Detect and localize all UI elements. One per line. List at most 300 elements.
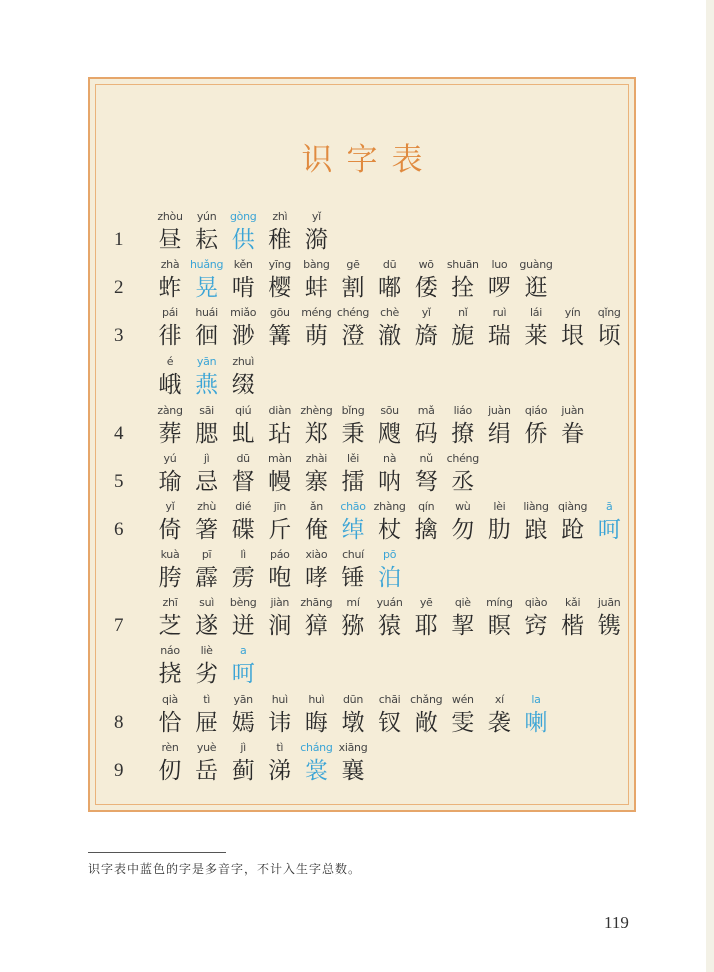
character-cell: [481, 403, 517, 449]
row-number: 1: [114, 229, 124, 250]
character-cell: [518, 257, 554, 303]
character-cell: [298, 547, 334, 593]
pinyin: chǎng: [410, 693, 443, 706]
pinyin: rèn: [161, 741, 179, 754]
row-number: 7: [114, 615, 124, 636]
character-cell: [445, 692, 481, 738]
hanzi: 仞: [158, 758, 182, 784]
hanzi: 莱: [524, 323, 548, 349]
hanzi: 迸: [231, 613, 255, 639]
character-cell: [189, 740, 225, 786]
hanzi: 澈: [378, 323, 402, 349]
pinyin: míng: [486, 596, 513, 609]
hanzi: 喇: [524, 710, 548, 736]
character-cell: [518, 595, 554, 641]
polyphonic-character: [225, 643, 261, 689]
character-cell: [445, 305, 481, 351]
pinyin: pō: [383, 548, 397, 561]
pinyin: yuè: [196, 741, 217, 754]
character-cell: [445, 257, 481, 303]
character-cell: [225, 499, 261, 545]
pinyin: chāi: [378, 693, 401, 706]
hanzi: 俺: [304, 517, 328, 543]
character-cell: [298, 692, 334, 738]
pinyin: huì: [308, 693, 325, 706]
hanzi: 眷: [561, 421, 585, 447]
polyphonic-character: [335, 499, 371, 545]
pinyin: páo: [270, 548, 290, 561]
pinyin: tì: [276, 741, 284, 754]
pinyin: qiú: [235, 404, 252, 417]
hanzi: 劣: [195, 661, 219, 687]
pinyin: kuà: [160, 548, 180, 561]
pinyin: pái: [162, 306, 178, 319]
character-cell: [481, 257, 517, 303]
hanzi: 樱: [268, 275, 292, 301]
character-cell: [591, 305, 627, 351]
character-cell: [481, 499, 517, 545]
literacy-table-panel: [88, 77, 636, 812]
pinyin: pī: [201, 548, 212, 561]
pinyin: shuān: [446, 258, 479, 271]
hanzi: 钗: [378, 710, 402, 736]
polyphonic-character: [189, 257, 225, 303]
pinyin: zhī: [162, 596, 178, 609]
hanzi: 瑜: [158, 469, 182, 495]
character-cell: [555, 595, 591, 641]
polyphonic-character: [189, 354, 225, 400]
pinyin: nà: [383, 452, 397, 465]
hanzi: 挠: [158, 661, 182, 687]
pinyin: gōu: [269, 306, 290, 319]
pinyin: yǐ: [421, 306, 431, 319]
hanzi: 恰: [158, 710, 182, 736]
hanzi: 斤: [268, 517, 292, 543]
hanzi: 獐: [304, 613, 328, 639]
character-cell: [152, 595, 188, 641]
hanzi: 徘: [158, 323, 182, 349]
pinyin: tì: [203, 693, 210, 706]
pinyin: wō: [418, 258, 434, 271]
pinyin: dūn: [342, 693, 364, 706]
character-cell: [408, 692, 444, 738]
character-cell: [408, 403, 444, 449]
table-row: [90, 305, 630, 353]
hanzi: 擂: [341, 469, 365, 495]
hanzi: 胯: [158, 565, 182, 591]
character-cell: [225, 451, 261, 497]
polyphonic-character: [518, 692, 554, 738]
hanzi: 旖: [414, 323, 438, 349]
pinyin: qiáo: [524, 404, 548, 417]
character-cell: [262, 499, 298, 545]
hanzi: 稚: [268, 227, 292, 253]
pinyin: jīn: [273, 500, 286, 513]
pinyin: jì: [203, 452, 210, 465]
hanzi: 绰: [341, 517, 365, 543]
hanzi: 呐: [378, 469, 402, 495]
pinyin: cháng: [300, 741, 333, 754]
hanzi: 裳: [304, 758, 328, 784]
pinyin: a: [239, 644, 247, 657]
row-number: 8: [114, 712, 124, 733]
character-cell: [189, 692, 225, 738]
character-cell: [152, 305, 188, 351]
character-cell: [335, 547, 371, 593]
character-cell: [225, 692, 261, 738]
character-cell: [225, 740, 261, 786]
pinyin: nǔ: [419, 452, 433, 465]
character-cell: [189, 403, 225, 449]
pinyin: bǐng: [341, 404, 365, 417]
character-cell: [262, 692, 298, 738]
hanzi: 遂: [195, 613, 219, 639]
pinyin: qín: [418, 500, 435, 513]
hanzi: 燕: [195, 372, 219, 398]
hanzi: 楷: [561, 613, 585, 639]
character-cell: [225, 354, 261, 400]
pinyin: yān: [196, 355, 217, 368]
table-row: [90, 692, 630, 740]
hanzi: 芝: [158, 613, 182, 639]
pinyin: zhuì: [232, 355, 254, 368]
pinyin: lěi: [347, 452, 359, 465]
hanzi: 勿: [451, 517, 475, 543]
character-cell: [518, 499, 554, 545]
hanzi: 玷: [268, 421, 292, 447]
pinyin: xí: [494, 693, 504, 706]
table-row: [90, 257, 630, 305]
character-cell: [298, 403, 334, 449]
hanzi: 垠: [561, 323, 585, 349]
hanzi: 漪: [304, 227, 328, 253]
table-row: [90, 595, 630, 643]
hanzi: 猕: [341, 613, 365, 639]
hanzi: 顷: [597, 323, 621, 349]
hanzi: 涧: [268, 613, 292, 639]
pinyin: mí: [346, 596, 360, 609]
pinyin: liè: [200, 644, 213, 657]
polyphonic-character: [225, 209, 261, 255]
character-cell: [298, 305, 334, 351]
character-cell: [152, 354, 188, 400]
character-cell: [189, 643, 225, 689]
character-cell: [152, 740, 188, 786]
hanzi: 忌: [195, 469, 219, 495]
hanzi: 渺: [231, 323, 255, 349]
polyphonic-character: [298, 740, 334, 786]
pinyin: huì: [271, 693, 288, 706]
character-cell: [189, 209, 225, 255]
pinyin: zhì: [272, 210, 288, 223]
hanzi: 码: [414, 421, 438, 447]
hanzi: 屉: [195, 710, 219, 736]
pinyin: lái: [530, 306, 542, 319]
hanzi: 晦: [304, 710, 328, 736]
character-cell: [481, 305, 517, 351]
pinyin: bèng: [229, 596, 257, 609]
pinyin: gòng: [229, 210, 257, 223]
character-cell: [372, 257, 408, 303]
character-cell: [335, 451, 371, 497]
character-cell: [408, 451, 444, 497]
character-cell: [335, 595, 371, 641]
polyphonic-character: [372, 547, 408, 593]
footnote: 识字表中蓝色的字是多音字，不计入生字总数。: [88, 862, 362, 876]
character-cell: [372, 451, 408, 497]
hanzi: 瞑: [487, 613, 511, 639]
hanzi: 涕: [268, 758, 292, 784]
pinyin: chè: [380, 306, 400, 319]
hanzi: 蚌: [304, 275, 328, 301]
pinyin: sōu: [380, 404, 399, 417]
character-cell: [408, 257, 444, 303]
pinyin: jiàn: [270, 596, 290, 609]
pinyin: wén: [451, 693, 474, 706]
hanzi: 啃: [231, 275, 255, 301]
hanzi: 旎: [451, 323, 475, 349]
hanzi: 锤: [341, 565, 365, 591]
row-number: 6: [114, 519, 124, 540]
hanzi: 弩: [414, 469, 438, 495]
pinyin: zhòu: [157, 210, 183, 223]
character-cell: [225, 305, 261, 351]
character-cell: [518, 403, 554, 449]
pinyin: xiào: [305, 548, 328, 561]
character-cell: [298, 499, 334, 545]
character-cell: [555, 403, 591, 449]
hanzi: 澄: [341, 323, 365, 349]
character-cell: [189, 595, 225, 641]
table-row: [90, 643, 630, 691]
pinyin: mǎ: [417, 404, 435, 417]
pinyin: qià: [162, 693, 178, 706]
pinyin: qiào: [524, 596, 548, 609]
hanzi: 雳: [231, 565, 255, 591]
character-cell: [445, 403, 481, 449]
character-cell: [481, 692, 517, 738]
character-cell: [445, 451, 481, 497]
pinyin: ā: [605, 500, 613, 513]
character-cell: [445, 499, 481, 545]
hanzi: 呵: [231, 661, 255, 687]
pinyin: liáo: [453, 404, 472, 417]
character-cell: [152, 403, 188, 449]
pinyin: zhù: [197, 500, 216, 513]
character-cell: [152, 451, 188, 497]
table-row: [90, 354, 630, 402]
pinyin: yē: [419, 596, 433, 609]
pinyin: lèi: [493, 500, 506, 513]
pinyin: zhèng: [300, 404, 333, 417]
character-cell: [335, 740, 371, 786]
hanzi: 飕: [378, 421, 402, 447]
hanzi: 肋: [487, 517, 511, 543]
hanzi: 耘: [195, 227, 219, 253]
pinyin: zàng: [157, 404, 183, 417]
hanzi: 跄: [561, 517, 585, 543]
pinyin: qiè: [454, 596, 471, 609]
character-cell: [555, 305, 591, 351]
hanzi: 倚: [158, 517, 182, 543]
character-cell: [262, 451, 298, 497]
hanzi: 徊: [195, 323, 219, 349]
hanzi: 墩: [341, 710, 365, 736]
character-cell: [225, 257, 261, 303]
table-row: [90, 209, 630, 257]
pinyin: màn: [268, 452, 292, 465]
pinyin: yín: [564, 306, 581, 319]
hanzi: 讳: [268, 710, 292, 736]
character-cell: [481, 595, 517, 641]
hanzi: 虬: [231, 421, 255, 447]
character-cell: [152, 692, 188, 738]
character-cell: [298, 209, 334, 255]
hanzi: 寨: [304, 469, 328, 495]
pinyin: qiàng: [557, 500, 588, 513]
character-cell: [408, 499, 444, 545]
pinyin: gē: [346, 258, 360, 271]
hanzi: 丞: [451, 469, 475, 495]
hanzi: 逛: [524, 275, 548, 301]
character-cell: [189, 499, 225, 545]
pinyin: qǐng: [597, 306, 621, 319]
character-cell: [262, 403, 298, 449]
hanzi: 腮: [195, 421, 219, 447]
character-cell: [152, 257, 188, 303]
hanzi: 敞: [414, 710, 438, 736]
hanzi: 镌: [597, 613, 621, 639]
character-cell: [152, 643, 188, 689]
hanzi: 葬: [158, 421, 182, 447]
character-cell: [262, 209, 298, 255]
pinyin: huái: [195, 306, 218, 319]
table-row: [90, 740, 630, 788]
character-cell: [372, 595, 408, 641]
hanzi: 督: [231, 469, 255, 495]
hanzi: 幔: [268, 469, 292, 495]
hanzi: 擒: [414, 517, 438, 543]
pinyin: guàng: [519, 258, 553, 271]
table-row: [90, 451, 630, 499]
hanzi: 猿: [378, 613, 402, 639]
character-cell: [555, 499, 591, 545]
page-title: 识字表: [301, 142, 437, 178]
pinyin: huǎng: [190, 258, 224, 271]
table-row: [90, 499, 630, 547]
pinyin: yǐ: [311, 210, 321, 223]
hanzi: 霹: [195, 565, 219, 591]
character-cell: [335, 257, 371, 303]
character-cell: [298, 595, 334, 641]
pinyin: chuí: [342, 548, 364, 561]
hanzi: 撩: [451, 421, 475, 447]
pinyin: yǐ: [165, 500, 175, 513]
character-cell: [372, 305, 408, 351]
pinyin: la: [531, 693, 541, 706]
pinyin: yān: [233, 693, 253, 706]
pinyin: jì: [240, 741, 246, 754]
character-cell: [152, 209, 188, 255]
pinyin: zhài: [305, 452, 328, 465]
character-cell: [335, 692, 371, 738]
character-cell: [262, 740, 298, 786]
table-row: [90, 547, 630, 595]
character-cell: [152, 499, 188, 545]
pinyin: chéng: [336, 306, 370, 319]
hanzi: 供: [231, 227, 255, 253]
hanzi: 踉: [524, 517, 548, 543]
hanzi: 嘟: [378, 275, 402, 301]
page-edge-strip: [706, 0, 714, 972]
pinyin: nǐ: [458, 306, 468, 319]
hanzi: 碟: [231, 517, 255, 543]
pinyin: dū: [236, 452, 250, 465]
pinyin: zhàng: [373, 500, 406, 513]
pinyin: yún: [196, 210, 217, 223]
hanzi: 耶: [414, 613, 438, 639]
hanzi: 萌: [304, 323, 328, 349]
character-cell: [225, 595, 261, 641]
pinyin: dié: [235, 500, 252, 513]
pinyin: náo: [160, 644, 180, 657]
table-row: [90, 403, 630, 451]
hanzi: 泊: [378, 565, 402, 591]
hanzi: 哮: [304, 565, 328, 591]
hanzi: 岳: [195, 758, 219, 784]
hanzi: 缀: [231, 372, 255, 398]
character-cell: [152, 547, 188, 593]
pinyin: luo: [491, 258, 508, 271]
pinyin: xiāng: [338, 741, 368, 754]
hanzi: 瑞: [487, 323, 511, 349]
pinyin: méng: [301, 306, 332, 319]
hanzi: 倭: [414, 275, 438, 301]
hanzi: 割: [341, 275, 365, 301]
pinyin: juàn: [488, 404, 511, 417]
hanzi: 绢: [487, 421, 511, 447]
pinyin: kěn: [233, 258, 253, 271]
pinyin: lì: [240, 548, 246, 561]
pinyin: suì: [199, 596, 215, 609]
character-cell: [225, 547, 261, 593]
hanzi: 蓟: [231, 758, 255, 784]
character-cell: [262, 595, 298, 641]
character-cell: [335, 305, 371, 351]
row-number: 5: [114, 471, 124, 492]
hanzi: 窍: [524, 613, 548, 639]
polyphonic-character: [591, 499, 627, 545]
pinyin: wù: [455, 500, 471, 513]
pinyin: diàn: [268, 404, 292, 417]
pinyin: juān: [597, 596, 621, 609]
character-cell: [189, 305, 225, 351]
character-cell: [298, 257, 334, 303]
hanzi: 篝: [268, 323, 292, 349]
row-number: 4: [114, 423, 124, 444]
row-number: 2: [114, 277, 124, 298]
character-cell: [591, 595, 627, 641]
hanzi: 郑: [304, 421, 328, 447]
pinyin: sāi: [199, 404, 214, 417]
hanzi: 晃: [195, 275, 219, 301]
hanzi: 峨: [158, 372, 182, 398]
pinyin: zhāng: [300, 596, 333, 609]
row-number: 9: [114, 760, 124, 781]
hanzi: 蚱: [158, 275, 182, 301]
hanzi: 拴: [451, 275, 475, 301]
hanzi: 挈: [451, 613, 475, 639]
